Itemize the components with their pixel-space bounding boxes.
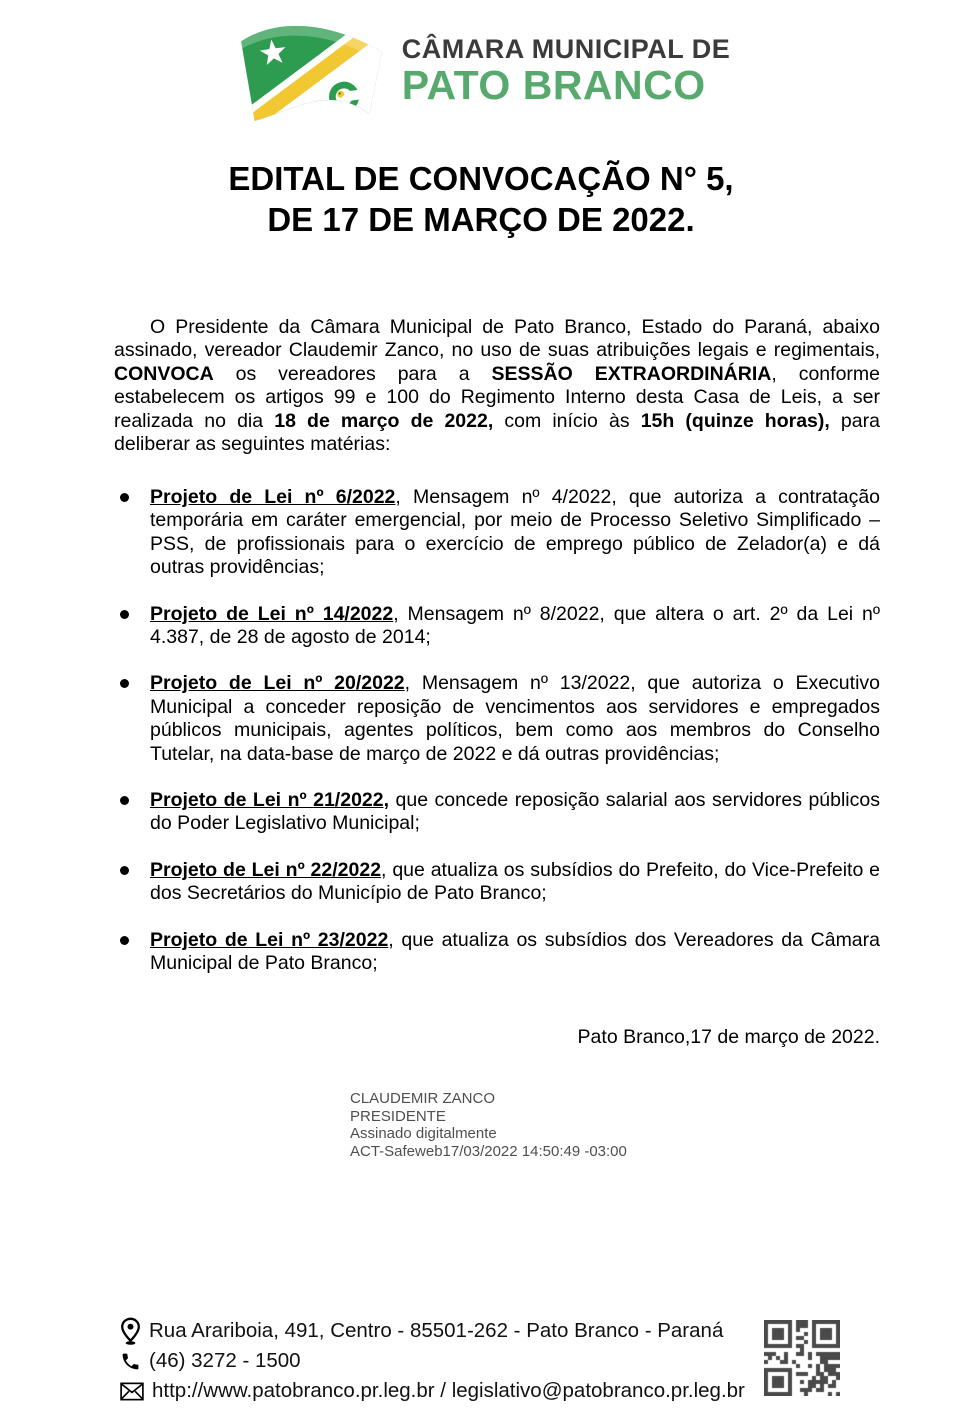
agenda-item (114, 486, 880, 580)
signatory-name: CLAUDEMIR ZANCO (350, 1090, 496, 1107)
agenda-item (114, 929, 880, 976)
footer-address-row (120, 1318, 842, 1344)
agenda-item-text: Projeto de Lei nº 20/2022, Mensagem nº 13/2022, que autoriza o Executivo Municipal a conceder reposição de vencimentos aos servidores e empregados públicos municipais, agentes políticos, bem como aos membros do Conselho Tutelar, na data-base de março de 2022 e dá outras providências; (150, 672, 880, 765)
bullet-icon (114, 603, 150, 650)
dateline: Pato Branco,17 de março de 2022. (577, 1026, 880, 1048)
logo-org-name: CÂMARA MUNICIPAL DE (401, 34, 731, 64)
agenda-item (114, 603, 880, 650)
agenda-item-text: Projeto de Lei nº 14/2022, Mensagem nº 8/2022, que altera o art. 2º da Lei nº 4.387, de 28 de agosto de 2014; (150, 602, 881, 649)
footer-address: Rua Arariboia, 491, Centro - 85501-262 - Pato Branco - Paraná (149, 1319, 724, 1342)
bullet-icon (114, 859, 150, 906)
phone-icon (120, 1351, 141, 1372)
flag-logo (232, 20, 392, 122)
agenda-item (114, 672, 880, 766)
signature-method: Assinado digitalmente (350, 1125, 497, 1142)
footer-web: http://www.patobranco.pr.leg.br / legislativo@patobranco.pr.leg.br (152, 1379, 745, 1402)
footer-phone: (46) 3272 - 1500 (149, 1349, 301, 1372)
agenda-item (114, 859, 880, 906)
signature-timestamp: ACT-Safeweb17/03/2022 14:50:49 -03:00 (350, 1142, 627, 1160)
logo-city-name: PATO BRANCO (401, 62, 706, 108)
footer (120, 1318, 842, 1404)
agenda-item-text: Projeto de Lei nº 6/2022, Mensagem nº 4/2022, que autoriza a contratação temporária em caráter emergencial, por meio de Processo Seletivo Simplificado – PSS, de profissionais para o exercício de emprego público de Zelador(a) e dá outras providências; (150, 486, 881, 579)
signature-block (350, 1090, 627, 1160)
signatory-role: PRESIDENTE (350, 1107, 446, 1125)
agenda-item-text: Projeto de Lei nº 21/2022, que concede reposição salarial aos servidores públicos do Poder Legislativo Municipal; (150, 789, 880, 835)
header-logo (0, 20, 962, 122)
qr-code (764, 1320, 840, 1396)
intro-paragraph: O Presidente da Câmara Municipal de Pato Branco, Estado do Paraná, abaixo assinado, vereador Claudemir Zanco, no uso de suas atribuições legais e regimentais, CONVOCA os vereadores para a SESSÃO EXTRAORDINÁRIA, conforme estabelecem os artigos 99 e 100 do Regimento Interno desta Casa de Leis, a ser realizada no dia 18 de março de 2022, com início às 15h (quinze horas), para deliberar as seguintes matérias: (114, 316, 880, 456)
footer-web-row (120, 1378, 842, 1404)
agenda-item-text: Projeto de Lei nº 22/2022, que atualiza os subsídios do Prefeito, do Vice-Prefeito e dos Secretários do Município de Pato Branco; (150, 858, 880, 905)
document-title (0, 158, 962, 240)
bullet-icon (114, 929, 150, 976)
bullet-icon (114, 789, 150, 836)
agenda-item (114, 789, 880, 836)
bullet-icon (114, 486, 150, 580)
title-line2: DE 17 DE MARÇO DE 2022. (267, 201, 695, 238)
bullet-icon (114, 672, 150, 766)
agenda-item-text: Projeto de Lei nº 23/2022, que atualiza os subsídios dos Vereadores da Câmara Municipal de Pato Branco; (150, 928, 880, 975)
title-line1: EDITAL DE CONVOCAÇÃO N° 5, (228, 160, 734, 197)
footer-phone-row (120, 1348, 842, 1374)
logo-text (402, 36, 731, 106)
envelope-icon (120, 1382, 144, 1401)
location-pin-icon (120, 1317, 141, 1346)
agenda-list (114, 486, 880, 999)
